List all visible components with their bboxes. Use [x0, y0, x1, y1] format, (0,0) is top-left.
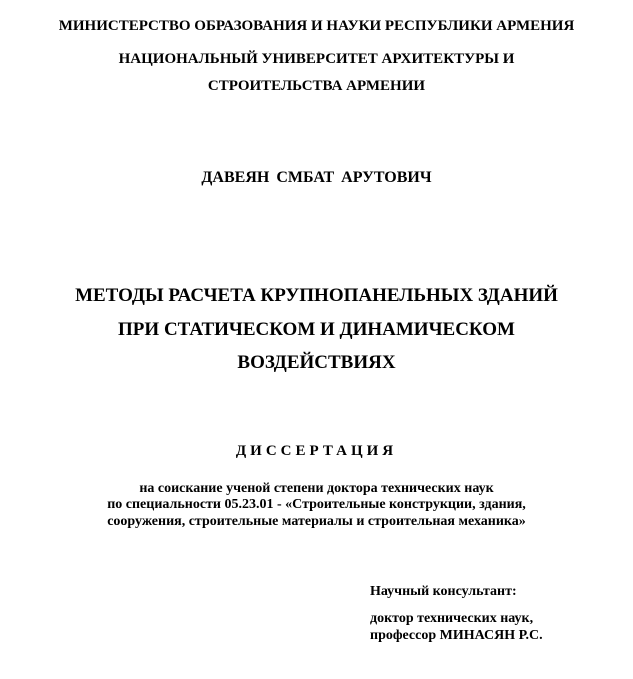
advisor-name: профессор МИНАСЯН Р.С. — [370, 628, 543, 643]
advisor-credentials: доктор технических наук, — [370, 611, 534, 626]
university-heading-line2: СТРОИТЕЛЬСТВА АРМЕНИИ — [207, 78, 426, 94]
author-name: ДАВЕЯН СМБАТ АРУТОВИЧ — [201, 169, 432, 186]
ministry-heading: МИНИСТЕРСТВО ОБРАЗОВАНИЯ И НАУКИ РЕСПУБЛИКИ АРМЕНИЯ — [58, 18, 575, 34]
dissertation-title-line1: МЕТОДЫ РАСЧЕТА КРУПНОПАНЕЛЬНЫХ ЗДАНИЙ — [75, 285, 558, 306]
degree-line3: сооружения, строительные материалы и строительная механика» — [107, 514, 526, 529]
dissertation-title-line2: ПРИ СТАТИЧЕСКОМ И ДИНАМИЧЕСКОМ — [118, 319, 515, 340]
degree-line2: по специальности 05.23.01 - «Строительные конструкции, здания, — [107, 497, 526, 512]
degree-line1: на соискание ученой степени доктора технических наук — [139, 481, 494, 496]
dissertation-title-line3: ВОЗДЕЙСТВИЯХ — [237, 352, 396, 373]
university-heading-line1: НАЦИОНАЛЬНЫЙ УНИВЕРСИТЕТ АРХИТЕКТУРЫ И — [118, 51, 515, 67]
advisor-label: Научный консультант: — [370, 584, 517, 599]
document-type: ДИССЕРТАЦИЯ — [235, 443, 398, 459]
